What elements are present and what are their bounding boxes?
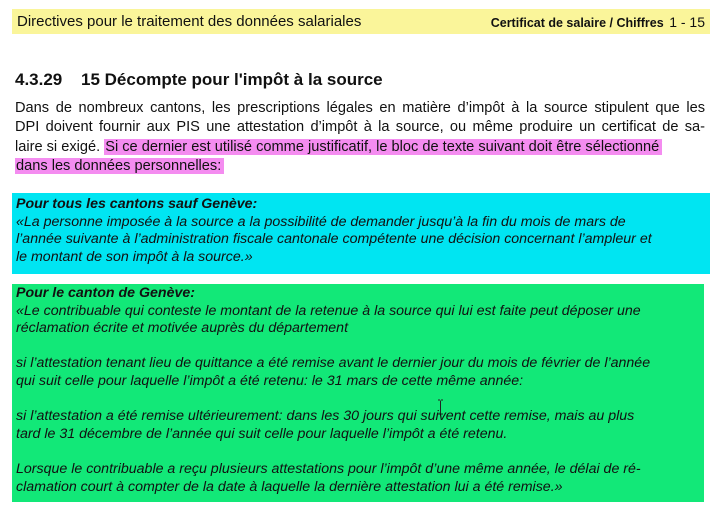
block-line: le montant de son impôt à la source.»	[16, 248, 253, 265]
intro-line	[15, 157, 705, 176]
block-line: clamation court à compter de la date à laquelle la dernière attestation lui a été remise.»	[16, 478, 563, 495]
block-line: tard le 31 décembre de l’année qui suit celle pour laquelle l’impôt a été retenu.	[16, 425, 508, 442]
block-line: Lorsque le contribuable a reçu plusieurs attestations pour l’impôt d’une même année, le délai de ré-	[16, 460, 641, 477]
text-block-geneva[interactable]	[12, 284, 704, 502]
intro-plain-text: laire si exigé.	[15, 138, 101, 155]
text-cursor-icon	[437, 399, 444, 415]
header-chapter-label: Certificat de salaire / Chiffres	[490, 16, 664, 30]
paragraph-gap	[16, 338, 704, 356]
block-line: qui suit celle pour laquelle l’impôt a été retenu: le 31 mars de cette même année:	[16, 372, 524, 389]
highlighted-text[interactable]: dans les données personnelles:	[15, 158, 224, 174]
block-heading: Pour tous les cantons sauf Genève:	[16, 196, 258, 212]
block-line: si l’attestation a été remise ultérieurement: dans les 30 jours qui suivent cette remise, mais au plus	[16, 408, 635, 425]
intro-paragraph	[15, 99, 705, 177]
intro-line	[15, 138, 705, 157]
intro-line: DPI doivent fournir aux PIS une attestation d’impôt à la source, ou même produire un certificat de sa-	[15, 119, 705, 136]
block-heading: Pour le canton de Genève:	[16, 285, 195, 301]
paragraph-gap	[16, 391, 704, 409]
intro-line: Dans de nombreux cantons, les prescriptions légales en matière d’impôt à la source stipulent que les	[15, 100, 705, 116]
block-line: «La personne imposée à la source a la possibilité de demander jusqu’à la fin du mois de mars de	[16, 213, 626, 230]
header-title: Directives pour le traitement des données salariales	[17, 13, 362, 30]
block-line: si l’attestation tenant lieu de quittance a été remise avant le dernier jour du mois de février de l’année	[16, 355, 651, 372]
header-page-range: 1 - 15	[669, 14, 705, 30]
section-number: 4.3.29	[15, 70, 63, 89]
section-heading	[15, 70, 383, 90]
paragraph-gap	[16, 443, 704, 461]
block-line: «Le contribuable qui conteste le montant de la retenue à la source qui lui est faite peut déposer une	[16, 302, 641, 319]
header-chapter	[491, 14, 705, 30]
document-header	[12, 9, 710, 34]
section-title-text: 15 Décompte pour l'impôt à la source	[81, 70, 383, 89]
block-line: l’année suivante à l’administration fiscale cantonale compétente une décision concernant l’ampleur et	[16, 231, 652, 248]
block-line: réclamation écrite et motivée auprès du département	[16, 320, 349, 337]
highlighted-text[interactable]: Si ce dernier est utilisé comme justificatif, le bloc de texte suivant doit être sélectionné	[104, 139, 662, 155]
text-block-all-cantons[interactable]	[12, 193, 710, 274]
